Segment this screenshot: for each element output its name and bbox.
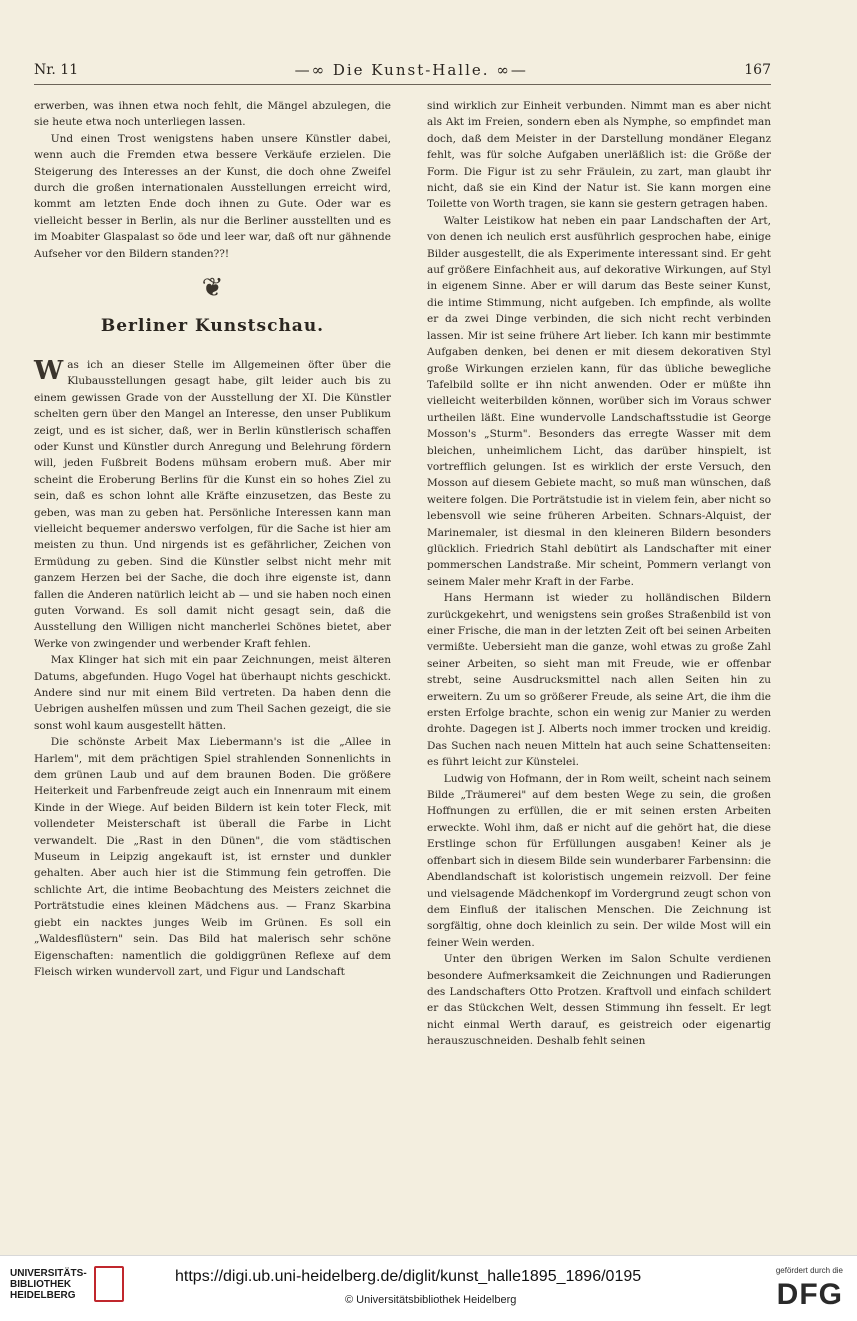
paragraph: Was ich an dieser Stelle im Allgemeinen öfter über die Klubausstellungen gesagt habe, gilt leider auch bis zu einem gewissen Grade von der Ausstellung der XI. Die Künstler schelten gern über den Mangel an Interesse, den unser Publikum zeigt, und es ist sicher, daß, wer in Berlin künstlerisch schaffen oder Kunst und Künstler durch Anregung und Belehrung fördern will, jeden Fußbreit Bodens mühsam erobern muß. Aber mir scheint die Eroberung Berlins für die Kunst ein so hohes Ziel zu sein, daß es schon lohnt alle Kräfte einzusetzen, das Beste zu geben, was man zu geben hat. Persönliche Interessen kann man vielleicht bequemer anderswo verfolgen, für die Sache ist hier am meisten zu thun. Und nirgends ist es gefährlicher, Zeichen von Ermüdung zu geben. Sind die Künstler selbst nicht mehr mit ganzem Herzen bei der Sache, die doch ihre eigenste ist, dann fallen die Anderen natürlich leicht ab — und sie haben noch einen guten Vorwand. Es soll damit nicht gesagt sein, daß die Ausstellung den Willigen nicht mancherlei Schönes bietet, aber Werke von zwingender und werbender Kraft fehlen. bbox=[34, 355, 391, 650]
paragraph: Hans Hermann ist wieder zu holländischen Bildern zurückgekehrt, und wenigstens sein großes Straßenbild ist von einer Frische, die man in der letzten Zeit oft bei seinen Arbeiten vermißte. Uebersieht man die ganze, wohl etwas zu große Zahl seiner Arbeiten, so sieht man mit Freude, wie er offenbar strebt, seine Ausdrucksmittel nach allen Seiten hin zu erweitern. Zu um so größerer Freude, als seine Art, die ihm die ersten Erfolge brachte, schon ein wenig zur Manier zu werden drohte. Dagegen ist J. Alberts noch immer trocken und kreidig. Das Suchen nach neuen Mitteln hat auch seine Schattenseiten: es führt leicht zur Künstelei. bbox=[427, 592, 771, 769]
paragraph: Unter den übrigen Werken im Salon Schulte verdienen besondere Aufmerksamkeit die Zeichnungen und Radierungen des Landschafters Otto Protzen. Kraftvoll und einfach schildert er das Stückchen Welt, dessen Stimmung ihn fesselt. Er legt nicht einmal Werth darauf, es geistreich oder eigenartig herauszuschneiden. Deshalb fehlt seinen bbox=[427, 953, 771, 1048]
paragraph: Die schönste Arbeit Max Liebermann's ist die „Allee in Harlem", mit dem prächtigen Spiel strahlenden Sonnenlichts in dem grünen Laub und auf dem braunen Boden. Die größere Heiterkeit und Farbenfreude zeigt auch ein Innenraum mit einem Kinde in der Wiege. Auf beiden Bildern ist kein toter Fleck, mit vollendeter Meisterschaft ist überall die Farbe in Licht verwandelt. Die „Rast in den Dünen", die vom städtischen Museum in Leipzig angekauft ist, ist ernster und dunkler gehalten. Aber auch hier ist die Stimmung fein getroffen. Die schlichte Art, die intime Beobachtung des Meisters zeichnet die Porträtstudie eines kleinen Mädchens aus. — Franz Skarbina giebt ein nacktes junges Weib im Grünen. Es soll ein „Waldesflüstern" sein. Das Bild hat malerisch sehr schöne Eigenschaften: namentlich die goldiggrünen Reflexe auf dem Fleisch wirken wundervoll zart, und Figur und Landschaft bbox=[34, 736, 391, 978]
paragraph: erwerben, was ihnen etwa noch fehlt, die Mängel abzulegen, die sie heute etwa noch unterliegen lassen. bbox=[34, 100, 391, 129]
dfg-logo: DFG bbox=[776, 1278, 843, 1311]
library-name: UNIVERSITÄTS- BIBLIOTHEK HEIDELBERG bbox=[10, 1268, 87, 1301]
left-column bbox=[34, 98, 391, 980]
paragraph: Und einen Trost wenigstens haben unsere Künstler dabei, wenn auch die Fremden etwa bessere Verkäufe erzielen. Die Steigerung des Interesses an der Kunst, die doch ohne Zweifel durch die großen internationalen Ausstellungen erreicht wird, kommt am letzten Ende doch ihnen zu Gute. Oder war es vielleicht besser in Berlin, als nur die Berliner ausstellten und es im Moabiter Glaspalast so öde und leer war, daß oft nur gähnende Aufseher vor den Bildern standen??! bbox=[34, 132, 391, 260]
issue-number: Nr. 11 bbox=[34, 62, 79, 78]
library-mark-icon bbox=[94, 1266, 124, 1302]
viewer-footer bbox=[0, 1255, 857, 1321]
copyright-notice: © Universitätsbibliothek Heidelberg bbox=[345, 1294, 517, 1306]
journal-title: —∞ Die Kunst-Halle. ∞— bbox=[294, 61, 528, 79]
paragraph: Walter Leistikow hat neben ein paar Landschaften der Art, von denen ich neulich erst ausführlich gesprochen habe, einige Bilder ausgestellt, die als Experimente interessant sind. Er geht auf größere Einfachheit aus, auf dekorative Wirkungen, auf Styl in eigenem Sinne. Aber er will darum das Beste seiner Kunst, die intime Stimmung, nicht aufgeben. Ich empfinde, als wollte er da zwei Dinge verbinden, die sich nicht recht verbinden lassen. Mir ist seine frühere Art lieber. Ich kann mir bestimmte Aufgaben denken, bei denen er mit diesem dekorativen Styl große Wirkungen erzielen kann, für das übliche bewegliche Tafelbild sollte er ihn nicht anwenden. Oder er müßte ihn vielleicht weiterbilden können, worüber sich im Voraus schwer urtheilen läßt. Eine wundervolle Landschaftsstudie ist George Mosson's „Sturm". Besonders das erregte Wasser mit dem bleichen, unheimlichem Licht, das darüber hinspielt, ist vortrefflich gelungen. Ist es wirklich der erste Versuch, den Mosson auf diesem Gebiete macht, so muß man wünschen, daß weitere folgen. Die Porträtstudie ist in vielem fein, aber nicht so lebensvoll wie seine früheren Arbeiten. Schnars-Alquist, der Marinemaler, ist diesmal in den kleineren Bildern besonders glücklich. Friedrich Stahl debütirt als Landschafter mit einer pommerschen Landstraße. Mir scheint, Pommern verlangt von seinem Maler mehr Kraft in der Farbe. bbox=[427, 214, 771, 588]
right-column bbox=[427, 98, 771, 1050]
paragraph: Ludwig von Hofmann, der in Rom weilt, scheint nach seinem Bilde „Träumerei" auf dem besten Wege zu sein, die großen Hoffnungen zu erfüllen, die er mit seinen ersten Arbeiten erweckte. Wohl ihm, daß er nicht auf die gehört hat, die diese Erstlinge schon für Erfüllungen ausgaben! Keiner als je offenbart sich in diesem Bilde sein wunderbarer Farbensinn: die Abendlandschaft ist koloristisch ungemein reizvoll. Der feine und vielsagende Mädchenkopf im Vordergrund zeugt schon von dem Einfluß der italischen Menschen. Die Zeichnung ist sorgfältig, ohne doch kleinlich zu sein. Der wilde Most will ein feiner Wein werden. bbox=[427, 772, 771, 949]
section-title: Berliner Kunstschau. bbox=[100, 316, 325, 337]
paragraph: sind wirklich zur Einheit verbunden. Nimmt man es aber nicht als Akt im Freien, sondern eben als Nymphe, so empfindet man doch, daß dem Meister in der Darstellung mondäner Eleganz fehlt, was für solche Aufgaben unerläßlich ist: die Größe der Form. Die Figur ist zu sehr Fräulein, zu zart, man glaubt ihr nicht, daß sie ein Kind der Natur ist. Sie kann morgen eine Toilette von Worth tragen, sie kann sie gestern getragen haben. bbox=[427, 100, 771, 211]
paragraph: Max Klinger hat sich mit ein paar Zeichnungen, meist älteren Datums, abgefunden. Hugo Vogel hat überhaupt nichts geschickt. Andere sind nur mit einem Bild vertreten. Da haben denn die Uebrigen aushelfen müssen und zum Theil Sachen gezeigt, die sie sonst wohl kaum ausgestellt hätten. bbox=[34, 654, 391, 732]
permalink-url[interactable]: https://digi.ub.uni-heidelberg.de/diglit/kunst_halle1895_1896/0195 bbox=[175, 1268, 642, 1285]
page-number: 167 bbox=[744, 62, 771, 78]
funder-note: gefördert durch die bbox=[775, 1266, 843, 1275]
header-rule bbox=[34, 84, 771, 85]
running-header bbox=[34, 58, 771, 82]
library-logo bbox=[10, 1268, 130, 1301]
fleuron-ornament-icon: ❦ bbox=[201, 273, 224, 304]
